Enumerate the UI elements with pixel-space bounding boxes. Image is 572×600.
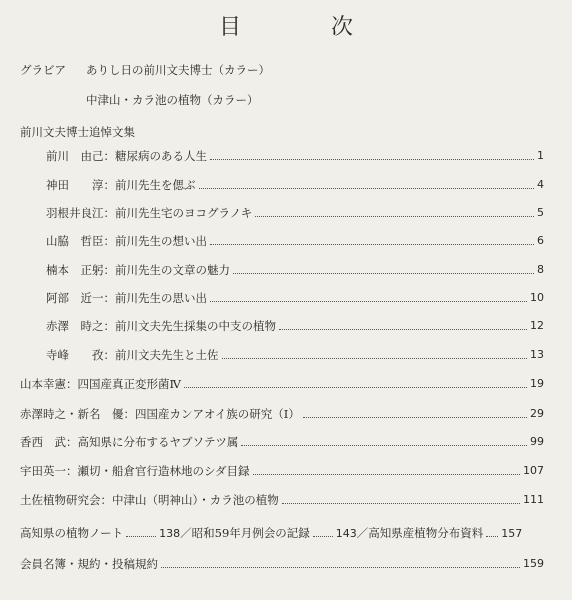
toc-entry xyxy=(20,463,544,479)
toc-entry xyxy=(20,556,544,572)
entry-page: 12 xyxy=(530,319,544,332)
leader-dots xyxy=(253,473,520,475)
entry-title: 前川先生の思い出 xyxy=(115,291,207,305)
entry-page: 4 xyxy=(537,178,544,191)
leader-dots xyxy=(126,536,156,537)
toc-entry xyxy=(46,233,544,249)
entry-page: 99 xyxy=(530,435,544,448)
toc-entry xyxy=(20,434,544,450)
entry-title: 中津山（明神山）・カラ池の植物 xyxy=(112,493,279,507)
entry-author: 神田 淳： xyxy=(46,178,115,192)
leader-dots xyxy=(282,502,520,504)
gravure-item: 中津山・カラ池の植物（カラー） xyxy=(86,93,259,107)
toc-entry xyxy=(46,262,544,278)
entry-title: 糖尿病のある人生 xyxy=(115,149,207,163)
entry-page: 159 xyxy=(523,557,544,570)
toc-entry xyxy=(20,406,544,422)
gravure-label: グラビア xyxy=(20,63,66,77)
toc-entry xyxy=(46,148,544,164)
notes-label: 高知県の植物ノート xyxy=(20,526,124,540)
entry-title: 四国産真正変形菌Ⅳ xyxy=(77,377,181,391)
entry-page: 29 xyxy=(530,407,544,420)
leader-dots xyxy=(313,536,333,537)
entry-author: 土佐植物研究会： xyxy=(20,493,112,507)
notes-part: ／高知県産植物分布資料 xyxy=(356,526,484,540)
memorial-heading: 前川文夫博士追悼文集 xyxy=(20,125,135,139)
entry-page: 13 xyxy=(530,348,544,361)
leader-dots xyxy=(241,444,527,446)
entry-title: 四国産カンアオイ族の研究（Ⅰ） xyxy=(135,407,300,421)
leader-dots xyxy=(210,243,534,245)
entry-author: 赤澤 時之： xyxy=(46,319,115,333)
entry-author: 山脇 哲臣： xyxy=(46,234,115,248)
entry-author: 香西 武： xyxy=(20,435,78,449)
leader-dots xyxy=(233,272,534,274)
entry-title: 高知県に分布するヤブソテツ属 xyxy=(77,435,239,449)
entry-page: 157 xyxy=(501,526,523,540)
leader-dots xyxy=(303,416,527,418)
entry-title: 前川先生の文章の魅力 xyxy=(115,263,230,277)
leader-dots xyxy=(210,158,534,160)
entry-title: 前川文夫先生と土佐 xyxy=(115,348,219,362)
leader-dots xyxy=(184,386,527,388)
leader-dots xyxy=(161,566,520,568)
entry-page: 8 xyxy=(537,263,544,276)
leader-dots xyxy=(222,357,528,359)
toc-entry xyxy=(46,205,544,221)
entry-author: 山本幸憲： xyxy=(20,377,78,391)
toc-entry xyxy=(46,347,544,363)
gravure-item: ありし日の前川文夫博士（カラー） xyxy=(86,63,270,77)
entry-title: 前川先生宅のヨコグラノキ xyxy=(115,206,253,220)
entry-author: 楠本 正躬： xyxy=(46,263,115,277)
leader-dots xyxy=(199,187,535,189)
entry-page: 6 xyxy=(537,234,544,247)
notes-entry xyxy=(20,525,522,541)
entry-author: 羽根井良江： xyxy=(46,206,115,220)
leader-dots xyxy=(255,215,534,217)
entry-title: 前川先生の想い出 xyxy=(115,234,207,248)
entry-page: 111 xyxy=(523,493,544,506)
entry-page: 1 xyxy=(537,149,544,162)
toc-entry xyxy=(20,492,544,508)
entry-title: 前川文夫先生採集の中支の植物 xyxy=(115,319,276,333)
entry-page: 5 xyxy=(537,206,544,219)
leader-dots xyxy=(210,300,527,302)
entry-page: 107 xyxy=(523,464,544,477)
entry-title: 前川先生を偲ぶ xyxy=(115,178,196,192)
entry-page: 138 xyxy=(159,526,181,540)
entry-page: 10 xyxy=(530,291,544,304)
toc-entry xyxy=(20,376,544,392)
entry-title: 瀬切・船倉官行造林地のシダ目録 xyxy=(77,464,250,478)
toc-entry xyxy=(46,290,544,306)
entry-author: 寺峰 孜： xyxy=(46,348,115,362)
entry-author: 前川 由己： xyxy=(46,149,115,163)
entry-author: 宇田英一： xyxy=(20,464,78,478)
notes-part: ／昭和59年月例会の記録 xyxy=(180,526,310,540)
toc-entry xyxy=(46,318,544,334)
entry-title: 会員名簿・規約・投稿規約 xyxy=(20,557,158,571)
entry-page: 143 xyxy=(335,526,357,540)
leader-dots xyxy=(279,328,527,330)
toc-entry xyxy=(46,177,544,193)
entry-page: 19 xyxy=(530,377,544,390)
leader-dots xyxy=(486,536,498,537)
page-title: 目 次 xyxy=(218,15,387,40)
entry-author: 阿部 近一： xyxy=(46,291,115,305)
entry-author: 赤澤時之・新名 優： xyxy=(20,407,135,421)
